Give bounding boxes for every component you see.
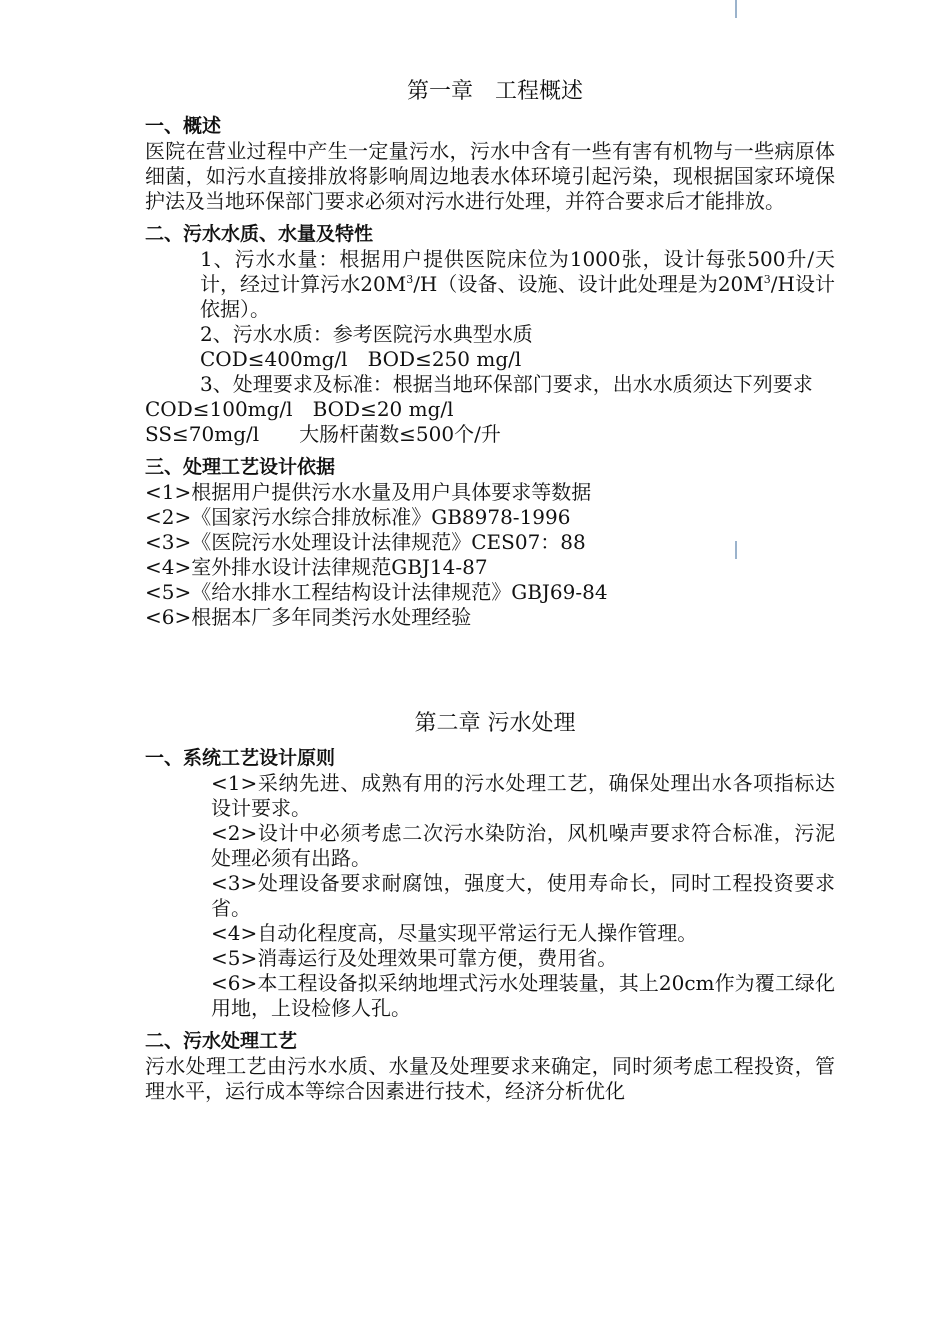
design-basis-item: <3>《医院污水处理设计法律规范》CES07：88 bbox=[145, 530, 586, 554]
water-quality-values: COD≤400mg/l BOD≤250 mg/l bbox=[200, 347, 522, 371]
design-basis-item: <1>根据用户提供污水水量及用户具体要求等数据 bbox=[145, 480, 592, 504]
water-volume-paragraph bbox=[145, 247, 835, 322]
treatment-process-body: 污水处理工艺由污水水质、水量及处理要求来确定，同时须考虑工程投资，管理水平，运行成本等综合因素进行技术，经济分析优化 bbox=[145, 1054, 835, 1103]
document-body bbox=[145, 76, 835, 1104]
design-basis-item: <4>室外排水设计法律规范GBJ14-87 bbox=[145, 555, 488, 579]
design-principle-item: <5>消毒运行及处理效果可靠方便，费用省。 bbox=[211, 946, 618, 970]
text-cursor-mark bbox=[735, 0, 737, 18]
design-principle-item: <6>本工程设备拟采纳地埋式污水处理装量，其上20cm作为覆工绿化用地，上设检修人孔。 bbox=[211, 971, 835, 1020]
water-volume-text-a: 1、污水水量：根据用户提供医院床位为1000张，设计每张500升/天计，经过计算污水20M bbox=[200, 247, 835, 296]
design-basis-item: <2>《国家污水综合排放标准》GB8978-1996 bbox=[145, 505, 571, 529]
standard-ss-coliform: SS≤70mg/l 大肠杆菌数≤500个/升 bbox=[145, 422, 501, 446]
design-basis-item: <6>根据本厂多年同类污水处理经验 bbox=[145, 605, 472, 629]
superscript: 3 bbox=[763, 273, 771, 286]
section-overview-title: 一、概述 bbox=[145, 115, 222, 137]
water-volume-text-b: /H（设备、设施、设计此处理是为20M bbox=[413, 272, 764, 296]
superscript: 3 bbox=[406, 273, 414, 286]
section-water-quality-title: 二、污水水质、水量及特性 bbox=[145, 223, 374, 245]
section-treatment-process-title: 二、污水处理工艺 bbox=[145, 1030, 298, 1052]
section-design-basis-title: 三、处理工艺设计依据 bbox=[145, 456, 336, 478]
chapter-1-title: 第一章 工程概述 bbox=[406, 79, 583, 104]
design-principle-item: <2>设计中必须考虑二次污水染防治，风机噪声要求符合标准，污泥处理必须有出路。 bbox=[211, 821, 835, 870]
section-design-principles-title: 一、系统工艺设计原则 bbox=[145, 747, 336, 769]
design-principle-item: <3>处理设备要求耐腐蚀，强度大，使用寿命长，同时工程投资要求省。 bbox=[211, 871, 835, 920]
water-quality-paragraph: 2、污水水质：参考医院污水典型水质 bbox=[200, 322, 533, 346]
design-principle-item: <4>自动化程度高，尽量实现平常运行无人操作管理。 bbox=[211, 921, 698, 945]
design-principle-item: <1>采纳先进、成熟有用的污水处理工艺，确保处理出水各项指标达设计要求。 bbox=[211, 771, 835, 820]
chapter-2-title: 第二章 污水处理 bbox=[414, 711, 576, 736]
section-overview-body: 医院在营业过程中产生一定量污水，污水中含有一些有害有机物与一些病原体细菌，如污水直接排放将影响周边地表水体环境引起污染，现根据国家环境保护法及当地环保部门要求必须对污水进行处理，并符合要求后才能排放。 bbox=[145, 139, 835, 213]
treatment-standard-paragraph: 3、处理要求及标准：根据当地环保部门要求，出水水质须达下列要求 bbox=[200, 372, 813, 396]
design-basis-item: <5>《给水排水工程结构设计法律规范》GBJ69-84 bbox=[145, 580, 608, 604]
water-volume-text-c: /H设计依据）。 bbox=[200, 272, 836, 321]
standard-cod-bod: COD≤100mg/l BOD≤20 mg/l bbox=[145, 397, 454, 421]
